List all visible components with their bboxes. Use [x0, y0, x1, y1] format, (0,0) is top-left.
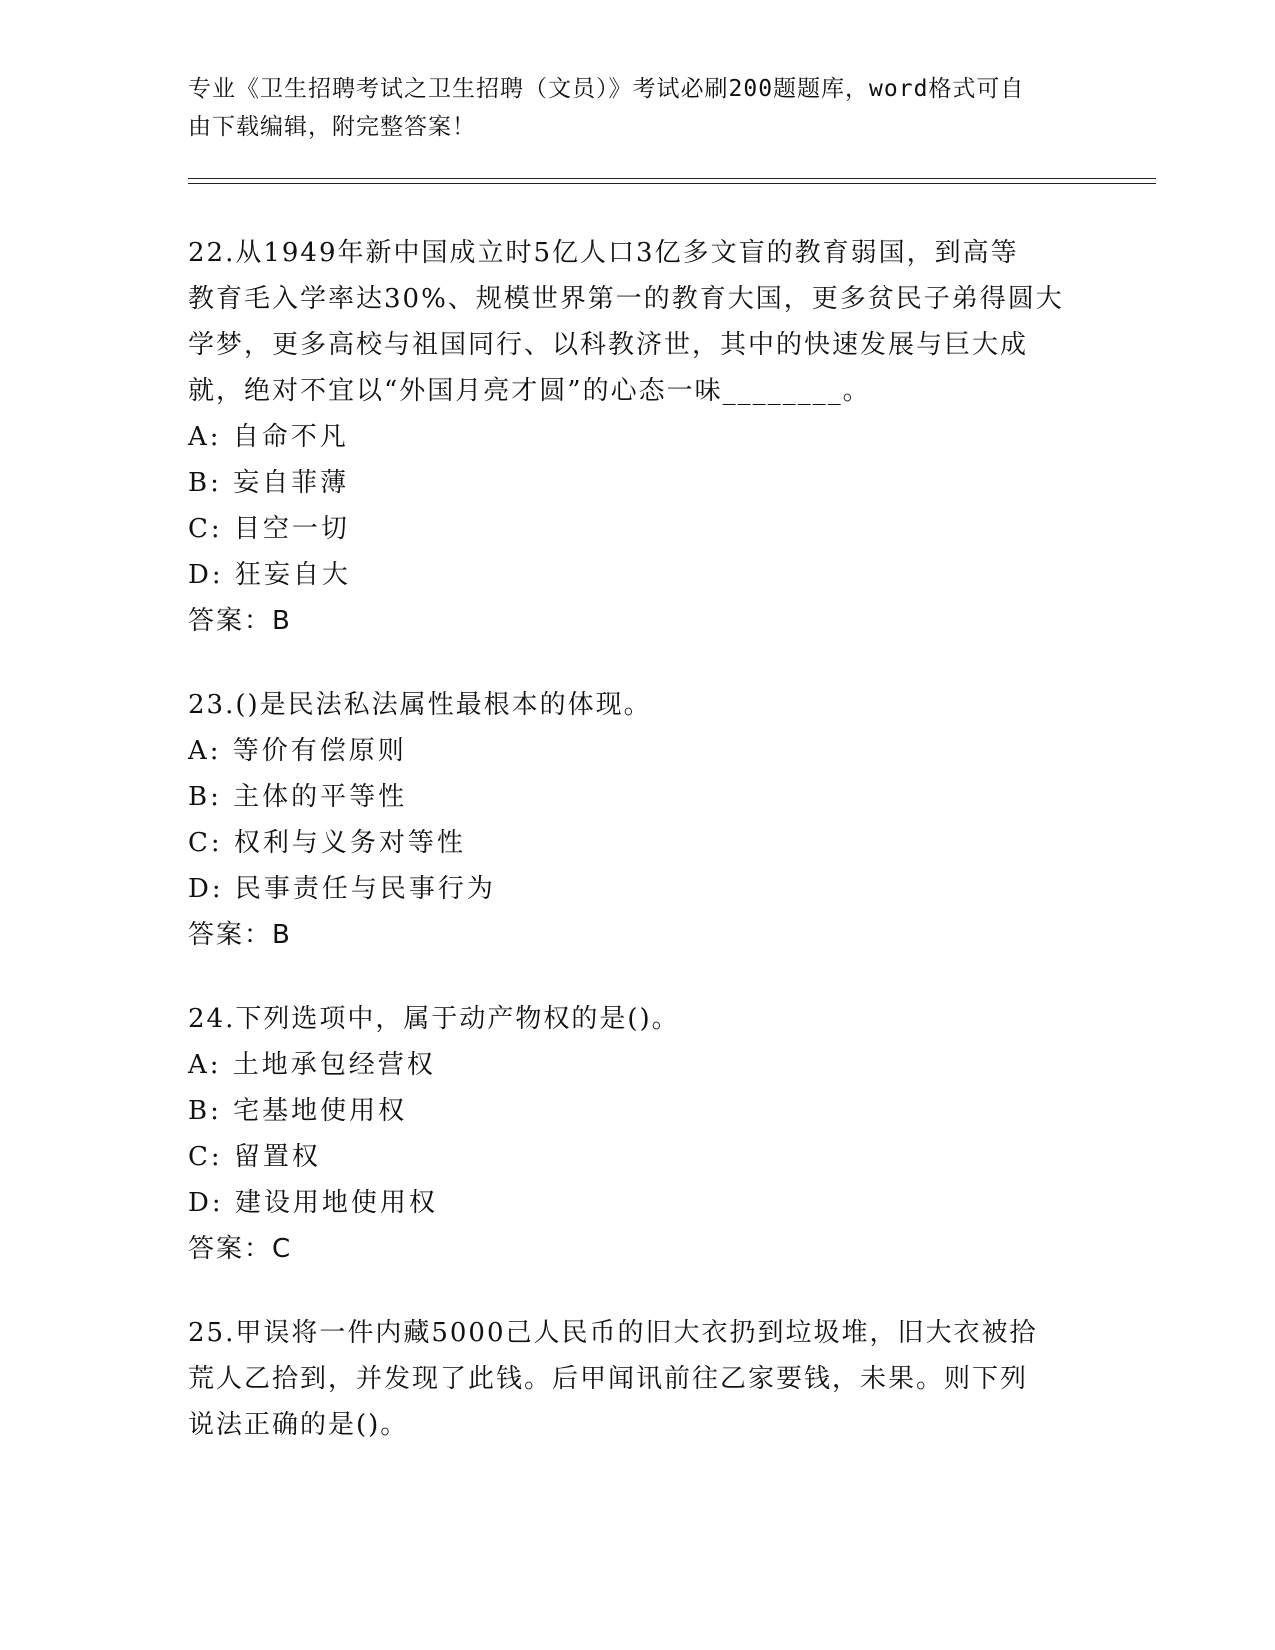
- option-b: B: 宅基地使用权: [188, 1096, 408, 1126]
- header-divider-top: [188, 178, 1156, 179]
- question-stem-line: 学梦，更多高校与祖国同行、以科教济世，其中的快速发展与巨大成: [188, 330, 1029, 360]
- option-d: D: 狂妄自大: [188, 560, 351, 590]
- answer-text: 答案：B: [188, 606, 292, 636]
- question-25: [188, 1310, 1088, 1448]
- option-a: A: 等价有偿原则: [188, 736, 407, 766]
- document-header: [188, 70, 1088, 146]
- option-c: C: 留置权: [188, 1142, 321, 1172]
- option-d: D: 建设用地使用权: [188, 1188, 438, 1218]
- header-title-line-2: 由下载编辑，附完整答案！: [188, 114, 476, 140]
- option-b: B: 主体的平等性: [188, 782, 408, 812]
- answer-text: 答案：B: [188, 920, 292, 950]
- question-stem-line: 22.从1949年新中国成立时5亿人口3亿多文盲的教育弱国，到高等: [188, 238, 1019, 268]
- question-stem-line: 说法正确的是()。: [188, 1410, 409, 1440]
- question-stem-line: 荒人乙拾到，并发现了此钱。后甲闻讯前往乙家要钱，未果。则下列: [188, 1364, 1029, 1394]
- option-b: B: 妄自菲薄: [188, 468, 350, 498]
- header-divider-bottom: [188, 183, 1156, 184]
- header-title-line-1: 专业《卫生招聘考试之卫生招聘（文员）》考试必刷200题题库，word格式可自: [188, 76, 1025, 102]
- option-a: A: 土地承包经营权: [188, 1050, 436, 1080]
- option-c: C: 权利与义务对等性: [188, 828, 466, 858]
- question-stem-line: 就，绝对不宜以“外国月亮才圆”的心态一味________。: [188, 376, 871, 406]
- question-stem-line: 23.()是民法私法属性最根本的体现。: [188, 690, 652, 720]
- answer-text: 答案：C: [188, 1234, 293, 1264]
- option-a: A: 自命不凡: [188, 422, 349, 452]
- question-stem-line: 教育毛入学率达30%、规模世界第一的教育大国，更多贫民子弟得圆大: [188, 284, 1064, 314]
- question-list: [188, 230, 1088, 1486]
- option-d: D: 民事责任与民事行为: [188, 874, 496, 904]
- question-stem-line: 24.下列选项中，属于动产物权的是()。: [188, 1004, 680, 1034]
- question-22: [188, 230, 1088, 644]
- question-stem-line: 25.甲误将一件内藏5000己人民币的旧大衣扔到垃圾堆，旧大衣被拾: [188, 1318, 1038, 1348]
- question-23: [188, 682, 1088, 958]
- option-c: C: 目空一切: [188, 514, 350, 544]
- question-24: [188, 996, 1088, 1272]
